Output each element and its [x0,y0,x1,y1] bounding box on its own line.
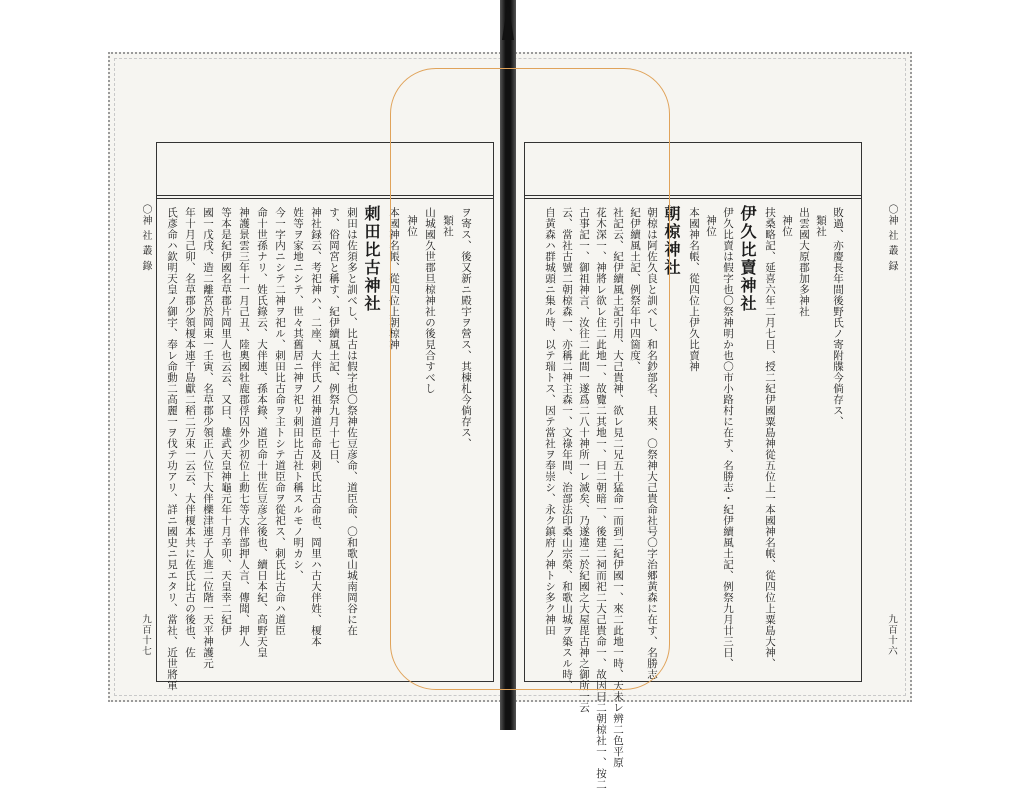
text-column: す、俗岡宮と稱す、紀伊續風土記、例祭九月十七日、 [328,207,340,471]
text-column: 云、當社古號二朝椋森一、亦稱二神主森一、文祿年間、治部法印桑山宗榮、和歌山城ヲ築スル時、 [561,207,573,691]
right-page-number: 九百十六 [886,614,897,656]
text-column: 命十世孫ナリ、姓氏錄云、大伴連、孫本錄、道臣命十世佐豆彦之後也、續日本紀、高野天皇 [256,207,268,658]
text-column: 花木深一、神將レ欲レ住二此地一、故覽二其地一、曰二朝暗一、後建二祠而祀二大己貴命一、故因曰二朝椋社一、按二 [595,207,607,790]
text-column: 社記云、紀伊續風土記引用、大己貴神、欲レ見二兄五十猛命一而到二紀伊國一、來二此地一時、天未レ辨二色平原 [612,207,624,768]
left-running-title: 〇神 社 叢 錄 [140,204,151,272]
text-column: 紀伊續風土記、例祭年中四箇度、 [629,207,641,372]
shrine-heading: 伊久比賣神社 [738,205,757,313]
text-column: 扶桑略記、延喜六年二月七日、授二紀伊國粟島神從五位上一本國神名帳、從四位上粟島大神、 [764,207,776,669]
text-column: 國一戊戌、造二離宮於岡東一壬寅、名草郡少領正八位下大伴櫟津連子人進二位階一天平神護元 [202,207,214,669]
text-column: 神位 [705,215,717,237]
selection-outline [390,68,670,690]
text-column: 今一字内ニシテ二神ヲ祀ル、刺田比古命ヲ主トシテ道臣命ヲ從祀ス、刺氏比古命ハ道臣 [274,207,286,636]
text-column: 神社録云、考祀神ハ、二座、大伴氏ノ祖神道臣命及刺氏比古命也、岡里ハ古大伴姓、榎本 [310,207,322,647]
left-page-number: 九百十七 [140,614,151,656]
text-column: 神護景雲三年十一月己丑、陸奧國牡鹿郡俘囚外少初位上勳七等大伴部押人言、傳聞、押人 [238,207,250,647]
text-column: 朝椋は阿佐久良と訓べし、和名鈔部名、且來、〇祭神大己貴命社号〇字治郷黃森に在す、名勝志 [646,207,658,680]
text-column: 刺田は佐須多と訓べし、比古は假字也〇祭神佐豆彦命、道臣命、〇和歌山城南岡谷に在 [346,207,358,636]
text-column: 氏彥命ハ欽明天皇ノ御宇、奉レ命動二高麗一ヲ伐テ功アリ、詳ニ國史ニ見エタリ、當社、近世將軍 [166,207,178,691]
text-column: 伊久比賣は假字也〇祭神明か也〇市小路村に在す、名勝志・紀伊續風土記、例祭九月廿三日、 [722,207,734,669]
text-column: 神位 [406,215,418,237]
text-column: 類社 [442,215,454,237]
shrine-heading: 朝椋神社 [662,205,681,277]
text-column: 神位 [781,215,793,237]
spine-tip [502,0,514,40]
text-column: 等本是紀伊國名草郡片岡里人也云云、又曰、雄武天皇神龜元年十月辛卯、天皇幸二紀伊 [220,207,232,636]
text-column: 姓等ヲ家地ニシテ、世々其舊居ニ神ヲ祀リ刺田比古社ト稱スルモノ明カシ、 [292,207,304,581]
text-column: 出雲國大原郡加多神社 [798,207,810,317]
text-column: ヲ寄ス、後又新ニ殿宇ヲ營ス、其棟札今倘存ス、 [460,207,472,449]
shrine-heading: 刺田比古神社 [362,205,381,313]
text-column: 自黃森ハ群城頭ニ集ル時、以テ瑞トス、因テ當社ヲ奉崇シ、永ク鎮府ノ神トシ多ク神田 [544,207,556,636]
text-column: 山城國久世郡旦椋神社の後見合すべし [424,207,436,394]
text-column: 本國神名帳、從四位上伊久比賣神 [688,207,700,372]
text-column: 年十月己卯、名草郡少領榎本連千島獻二稻二万束一云云、大伴榎本共に佐氏比古の後也、佐 [184,207,196,658]
text-column: 類社 [815,215,827,237]
text-column: 本國神名帳、從四位上朝椋神 [388,207,400,350]
right-running-title: 〇神 社 叢 録 [886,204,897,272]
text-column: 古事記一、御祖神言、汝往二此間一遂爲二八十神所一レ滅矣、乃遂違二於紀國之大屋毘古神之御所一云 [578,207,590,713]
text-column: 敗過、亦慶長年間後野氏ノ寄附牒今倘存ス、 [832,207,844,427]
